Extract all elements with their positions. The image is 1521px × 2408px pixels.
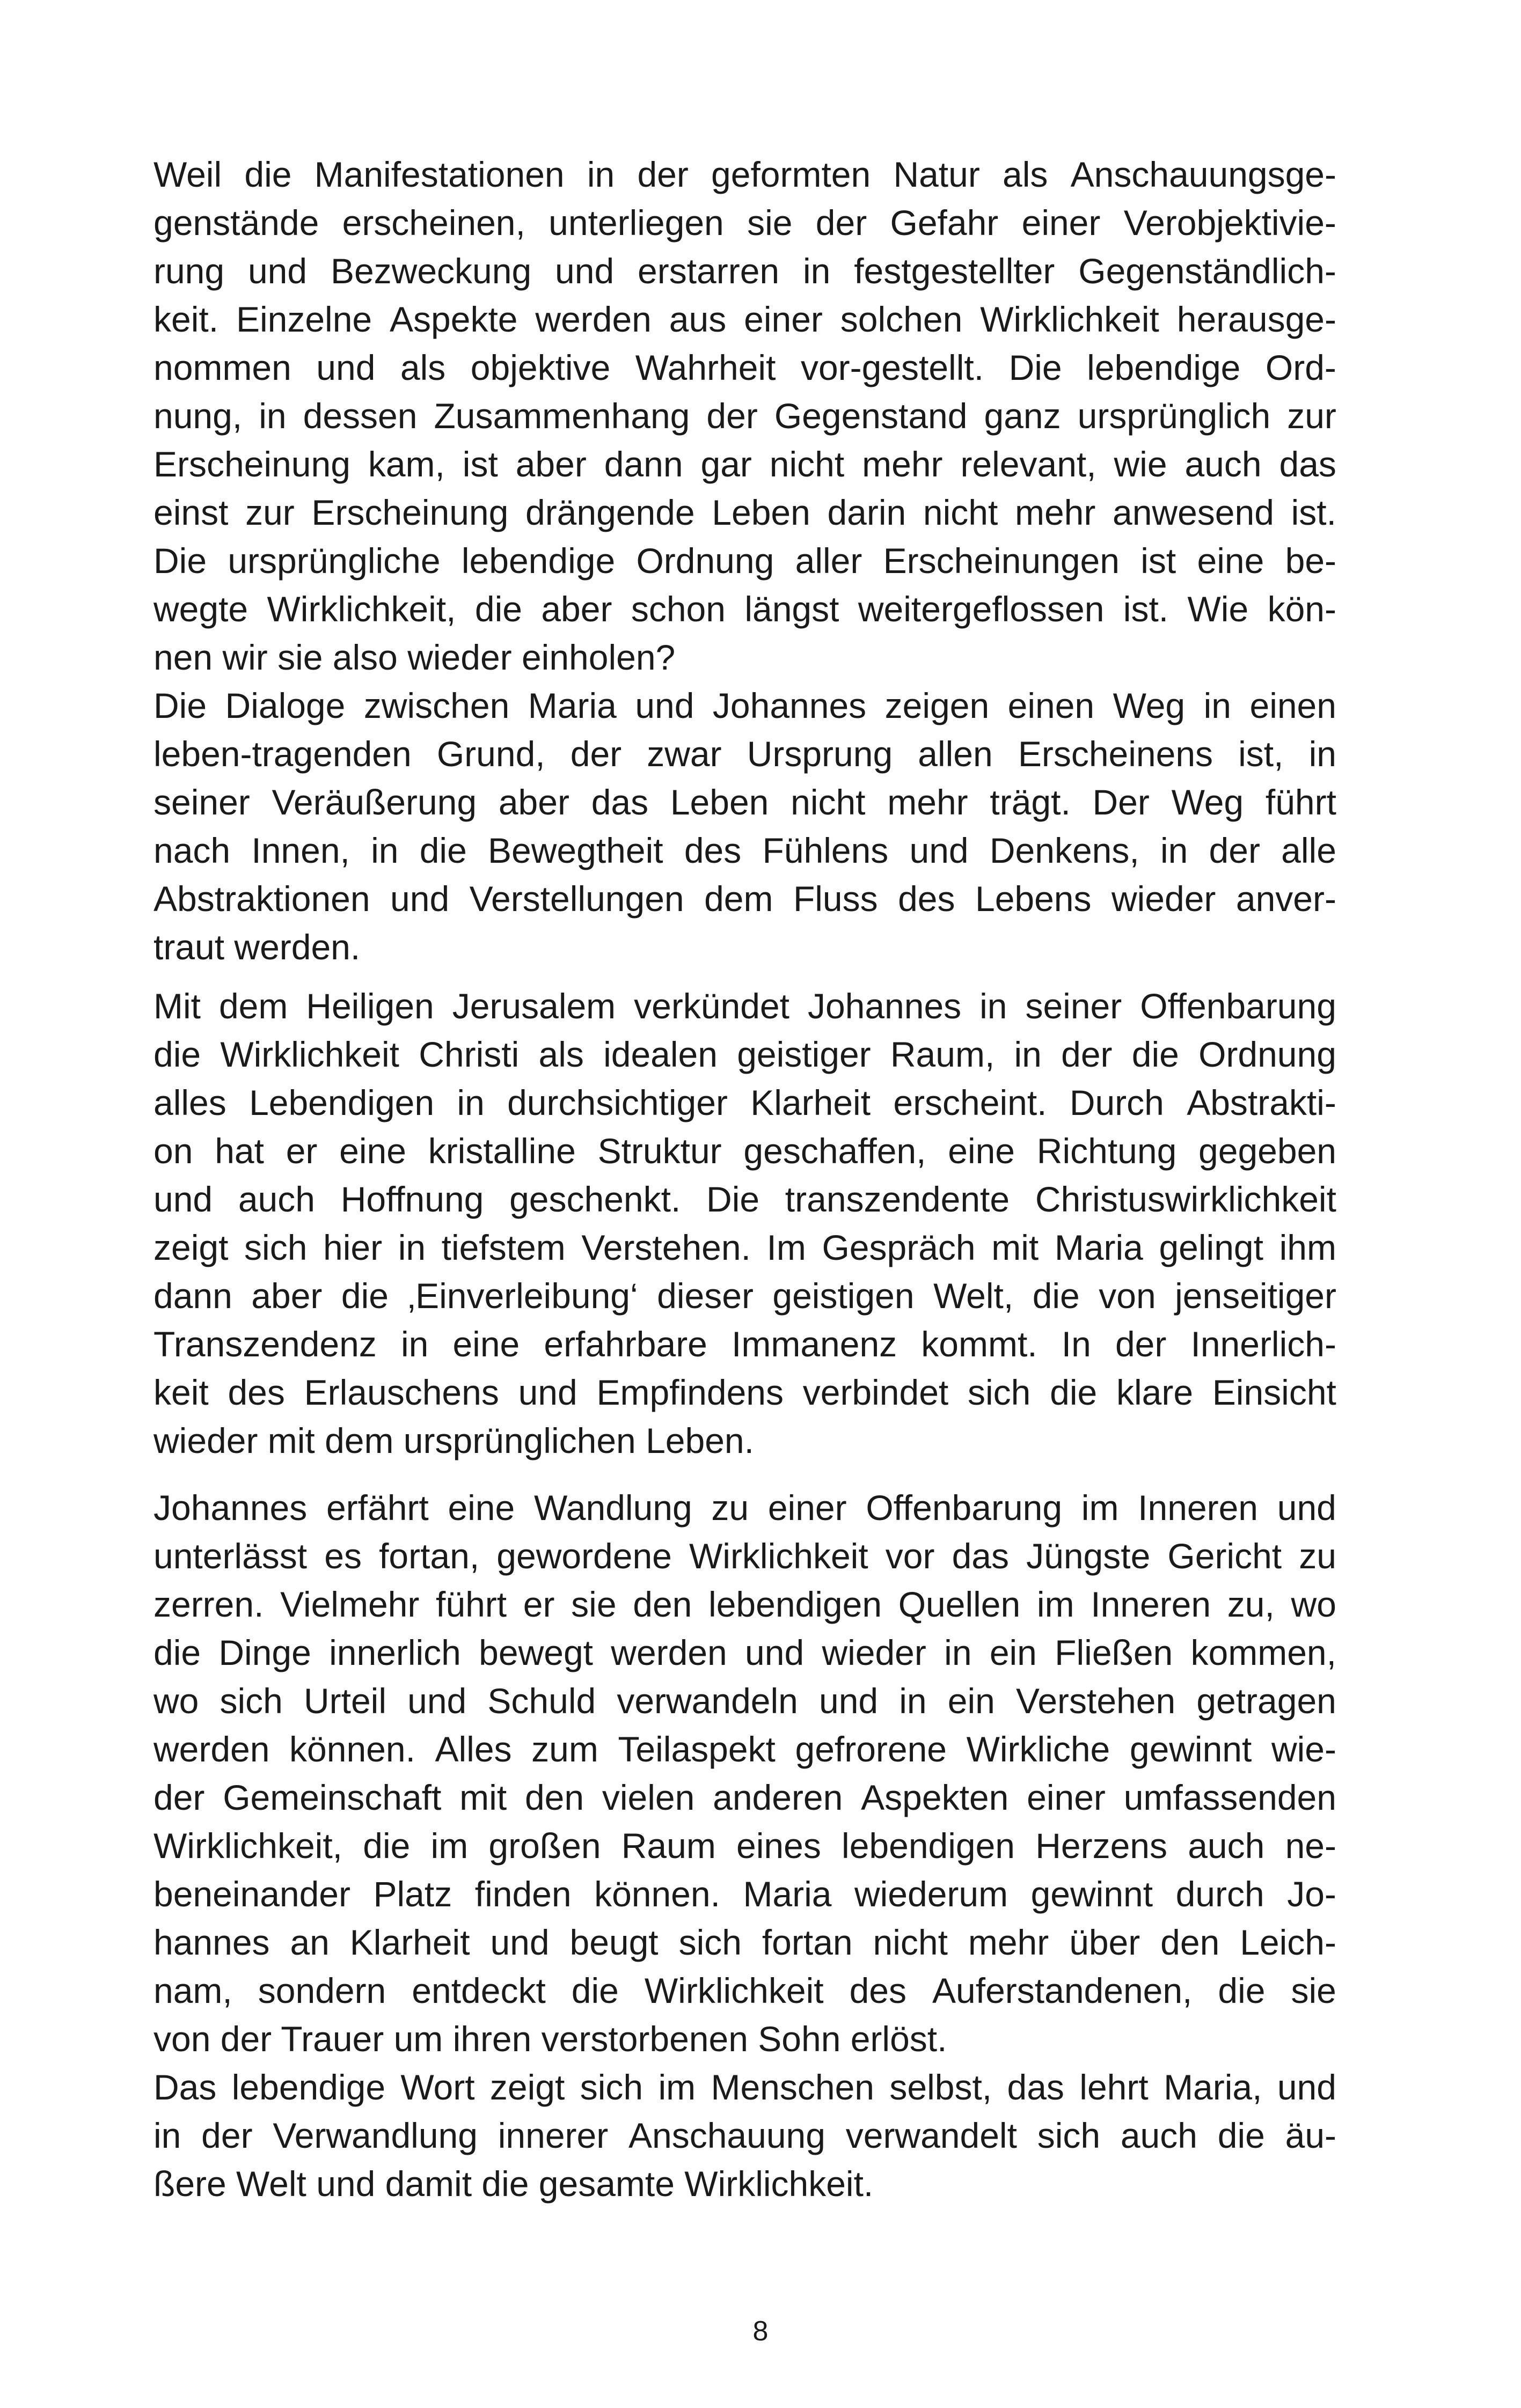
- text-line: keit. Einzelne Aspekte werden aus einer solchen Wirklichkeit herausge-: [153, 299, 1336, 339]
- text-line: nommen und als objektive Wahrheit vor-gestellt. Die lebendige Ord-: [153, 348, 1336, 387]
- text-line: nung, in dessen Zusammenhang der Gegenstand ganz ursprünglich zur: [153, 396, 1336, 436]
- text-line: wieder mit dem ursprünglichen Leben.: [153, 1421, 754, 1460]
- text-line: werden können. Alles zum Teilaspekt gefrorene Wirkliche gewinnt wie-: [153, 1729, 1336, 1769]
- text-line: beneinander Platz finden können. Maria wiederum gewinnt durch Jo-: [153, 1874, 1336, 1914]
- text-line: die Dinge innerlich bewegt werden und wieder in ein Fließen kommen,: [153, 1633, 1336, 1672]
- text-line: dann aber die ‚Einverleibung‘ dieser geistigen Welt, die von jenseitiger: [153, 1276, 1336, 1316]
- text-line: zeigt sich hier in tiefstem Verstehen. Im Gespräch mit Maria gelingt ihm: [153, 1228, 1336, 1267]
- text-line: hannes an Klarheit und beugt sich fortan nicht mehr über den Leich-: [153, 1922, 1336, 1962]
- text-line: ßere Welt und damit die gesamte Wirklichkeit.: [153, 2164, 874, 2204]
- text-line: nam, sondern entdeckt die Wirklichkeit des Auferstandenen, die sie: [153, 1971, 1336, 2010]
- text-line: on hat er eine kristalline Struktur geschaffen, eine Richtung gegeben: [153, 1131, 1336, 1171]
- text-line: Wirklichkeit, die im großen Raum eines lebendigen Herzens auch ne-: [153, 1826, 1336, 1866]
- text-line: Erscheinung kam, ist aber dann gar nicht mehr relevant, wie auch das: [153, 444, 1336, 484]
- text-line: Das lebendige Wort zeigt sich im Menschen selbst, das lehrt Maria, und: [153, 2067, 1336, 2107]
- text-line: in der Verwandlung innerer Anschauung verwandelt sich auch die äu-: [153, 2116, 1336, 2155]
- text-line: nach Innen, in die Bewegtheit des Fühlens und Denkens, in der alle: [153, 831, 1336, 870]
- text-line: wo sich Urteil und Schuld verwandeln und in ein Verstehen getragen: [153, 1681, 1336, 1721]
- text-line: Abstraktionen und Verstellungen dem Fluss des Lebens wieder anver-: [153, 879, 1336, 919]
- text-line: genstände erscheinen, unterliegen sie der Gefahr einer Verobjektivie-: [153, 203, 1336, 243]
- text-line: nen wir sie also wieder einholen?: [153, 637, 676, 677]
- text-line: zerren. Vielmehr führt er sie den lebendigen Quellen im Inneren zu, wo: [153, 1584, 1336, 1624]
- text-line: rung und Bezweckung und erstarren in festgestellter Gegenständlich-: [153, 251, 1336, 291]
- text-line: leben-tragenden Grund, der zwar Ursprung allen Erscheinens ist, in: [153, 734, 1336, 774]
- text-line: die Wirklichkeit Christi als idealen geistiger Raum, in der die Ordnung: [153, 1034, 1336, 1074]
- text-line: der Gemeinschaft mit den vielen anderen Aspekten einer umfassenden: [153, 1778, 1336, 1817]
- text-line: einst zur Erscheinung drängende Leben darin nicht mehr anwesend ist.: [153, 493, 1336, 532]
- text-line: Weil die Manifestationen in der geformten Natur als Anschauungsge-: [153, 155, 1336, 194]
- text-line: seiner Veräußerung aber das Leben nicht mehr trägt. Der Weg führt: [153, 782, 1336, 822]
- text-line: Mit dem Heiligen Jerusalem verkündet Johannes in seiner Offenbarung: [153, 986, 1336, 1026]
- text-line: unterlässt es fortan, gewordene Wirklichkeit vor das Jüngste Gericht zu: [153, 1536, 1336, 1576]
- text-line: Johannes erfährt eine Wandlung zu einer Offenbarung im Inneren und: [153, 1488, 1336, 1528]
- text-line: traut werden.: [153, 927, 361, 967]
- text-line: keit des Erlauschens und Empfindens verbindet sich die klare Einsicht: [153, 1372, 1336, 1412]
- page-number: 8: [752, 2316, 769, 2347]
- text-line: Die Dialoge zwischen Maria und Johannes zeigen einen Weg in einen: [153, 686, 1336, 725]
- text-line: und auch Hoffnung geschenkt. Die transzendente Christuswirklichkeit: [153, 1179, 1336, 1219]
- text-line: von der Trauer um ihren verstorbenen Sohn erlöst.: [153, 2019, 947, 2059]
- text-line: alles Lebendigen in durchsichtiger Klarheit erscheint. Durch Abstrakti-: [153, 1083, 1336, 1122]
- text-line: Die ursprüngliche lebendige Ordnung aller Erscheinungen ist eine be-: [153, 541, 1336, 581]
- text-line: Transzendenz in eine erfahrbare Immanenz kommt. In der Innerlich-: [153, 1324, 1336, 1364]
- text-line: wegte Wirklichkeit, die aber schon längst weitergeflossen ist. Wie kön-: [153, 589, 1336, 629]
